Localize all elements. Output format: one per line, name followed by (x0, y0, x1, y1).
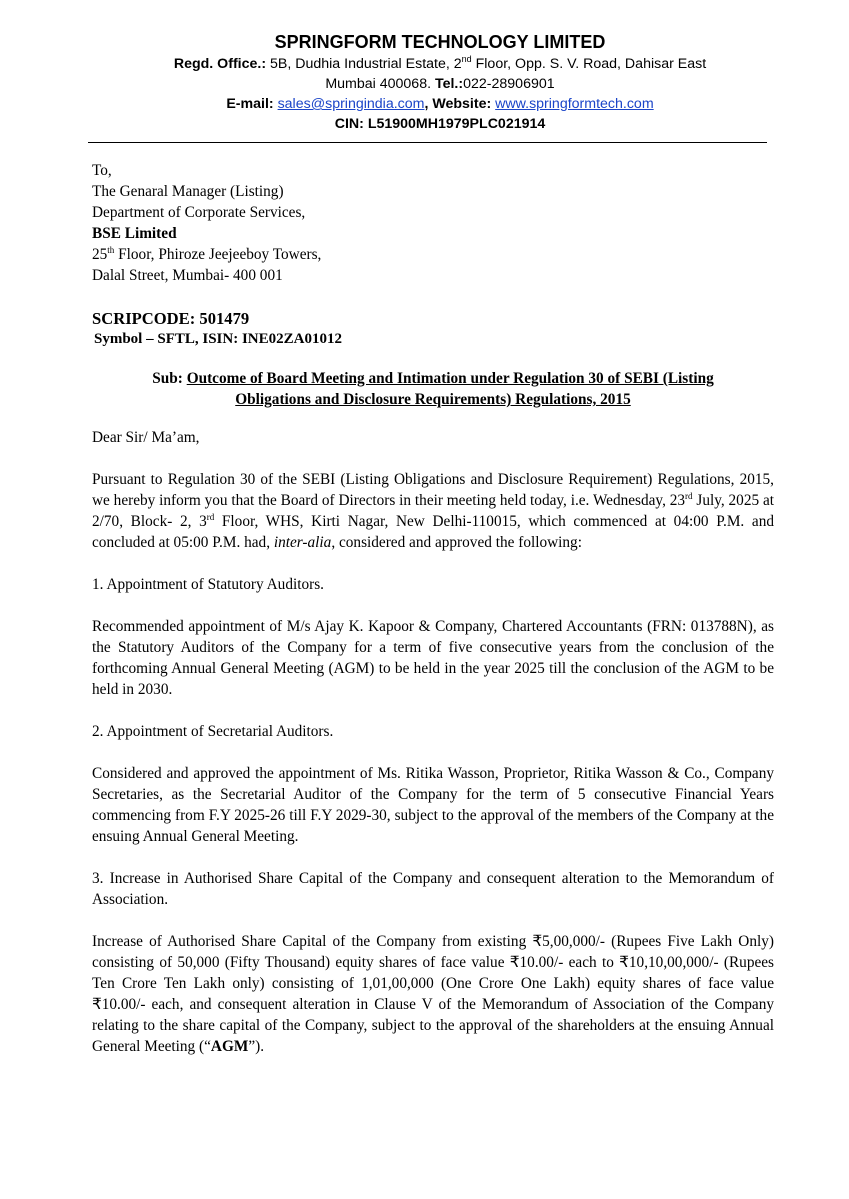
email-link[interactable]: sales@springindia.com (277, 96, 425, 112)
website-label: , Website: (424, 96, 496, 112)
item-paragraph: Recommended appointment of M/s Ajay K. Kapoor & Company, Chartered Accountants (FRN: 013788N), as the Statutory Auditors of the Company for a term of five consecutive years from the conclusion of the forthcoming Annual General Meeting (AGM) to be held in the year 2025 till the conclusion of the AGM to be held in 2030. (92, 618, 774, 698)
item-heading: 3. Increase in Authorised Share Capital of the Company and consequent alteration to the Memorandum of Association. (92, 870, 774, 908)
regd-office-address: 5B, Dudhia Industrial Estate, 2 (266, 56, 462, 72)
item-paragraph: Considered and approved the appointment of Ms. Ritika Wasson, Proprietor, Ritika Wasson & Co., Company Secretaries, as the Secretarial Auditor of the Company for the term of 5 consecutive Financial Years commencing from F.Y 2025-26 till F.Y 2029-30, subject to the approval of the members of the Company at the ensuing Annual General Meeting. (92, 765, 774, 845)
ordinal-suffix: rd (206, 512, 215, 522)
city: Mumbai 400068. (325, 76, 435, 92)
agm-abbreviation: AGM (210, 1038, 249, 1055)
intro-text: , considered and approved the following: (331, 534, 582, 551)
addressee-floor-line (92, 244, 774, 265)
intro-text: July, 2025 at 2/70, Block- 2, 3 (92, 492, 774, 530)
intro-paragraph (92, 469, 774, 553)
item-text: ”). (248, 1038, 265, 1055)
symbol-isin: Symbol – SFTL, ISIN: INE02ZA01012 (94, 331, 342, 347)
intro-text: Pursuant to Regulation 30 of the SEBI (Listing Obligations and Disclosure Requirement) Regulations, 2015, we hereby inform you that the Board of Directors in their meeting held today, i.e. Wednesday, 23 (92, 471, 774, 509)
addressee-line: Department of Corporate Services, (92, 204, 306, 221)
subject-line: Obligations and Disclosure Requirements) Regulations, 2015 (235, 391, 631, 408)
letterhead (130, 30, 750, 134)
floor-rest: Floor, Phiroze Jeejeeboy Towers, (114, 246, 322, 263)
city-tel-line (130, 74, 750, 94)
item-heading: 1. Appointment of Statutory Auditors. (92, 576, 324, 593)
subject-line: Outcome of Board Meeting and Intimation under Regulation 30 of SEBI (Listing (186, 370, 714, 387)
salutation: Dear Sir/ Ma’am, (92, 429, 200, 446)
addressee-line: The Genaral Manager (Listing) (92, 183, 284, 200)
addressee-line: Dalal Street, Mumbai- 400 001 (92, 267, 283, 284)
regd-office-address-rest: Floor, Opp. S. V. Road, Dahisar East (471, 56, 707, 72)
company-name: SPRINGFORM TECHNOLOGY LIMITED (274, 32, 606, 52)
addressee-exchange: BSE Limited (92, 225, 177, 242)
tel-number: 022-28906901 (463, 76, 555, 92)
subject-label: Sub: (152, 370, 187, 387)
ordinal-suffix: rd (685, 491, 693, 501)
email-label: E-mail: (226, 96, 278, 112)
contact-line (130, 94, 750, 114)
tel-label: Tel.: (434, 76, 464, 92)
subject (92, 368, 774, 410)
item-paragraph (92, 931, 774, 1057)
floor-suffix: nd (461, 54, 472, 64)
letterhead-divider (88, 142, 767, 143)
scripcode: SCRIPCODE: 501479 (92, 309, 250, 328)
intro-text: Floor, WHS, Kirti Nagar, New Delhi-110015, which commenced at 04:00 P.M. and concluded at 05:00 P.M. had, (92, 513, 775, 551)
letter-body (92, 160, 774, 1057)
website-link[interactable]: www.springformtech.com (495, 96, 654, 112)
addressee-block (92, 160, 774, 286)
floor-number: 25 (92, 246, 108, 263)
item-heading: 2. Appointment of Secretarial Auditors. (92, 723, 334, 740)
item-text: Increase of Authorised Share Capital of the Company from existing ₹5,00,000/- (Rupees Five Lakh Only) consisting of 50,000 (Fifty Thousand) equity shares of face value ₹10.00/- each to ₹10,10,00,000/- (Rupees Ten Crore Ten Lakh only) consisting of 1,01,00,000 (One Crore One Lakh) equity shares of face value ₹10.00/- each, and consequent alteration in Clause V of the Memorandum of Association of the Company relating to the share capital of the Company, subject to the approval of the shareholders at the ensuing Annual General Meeting (“ (92, 933, 774, 1055)
cin-number: CIN: L51900MH1979PLC021914 (334, 116, 546, 132)
floor-suffix: th (107, 245, 115, 255)
regd-office-label: Regd. Office.: (173, 56, 267, 72)
registered-office-line (130, 54, 750, 74)
inter-alia: inter-alia (273, 534, 332, 551)
addressee-to: To, (92, 162, 112, 179)
